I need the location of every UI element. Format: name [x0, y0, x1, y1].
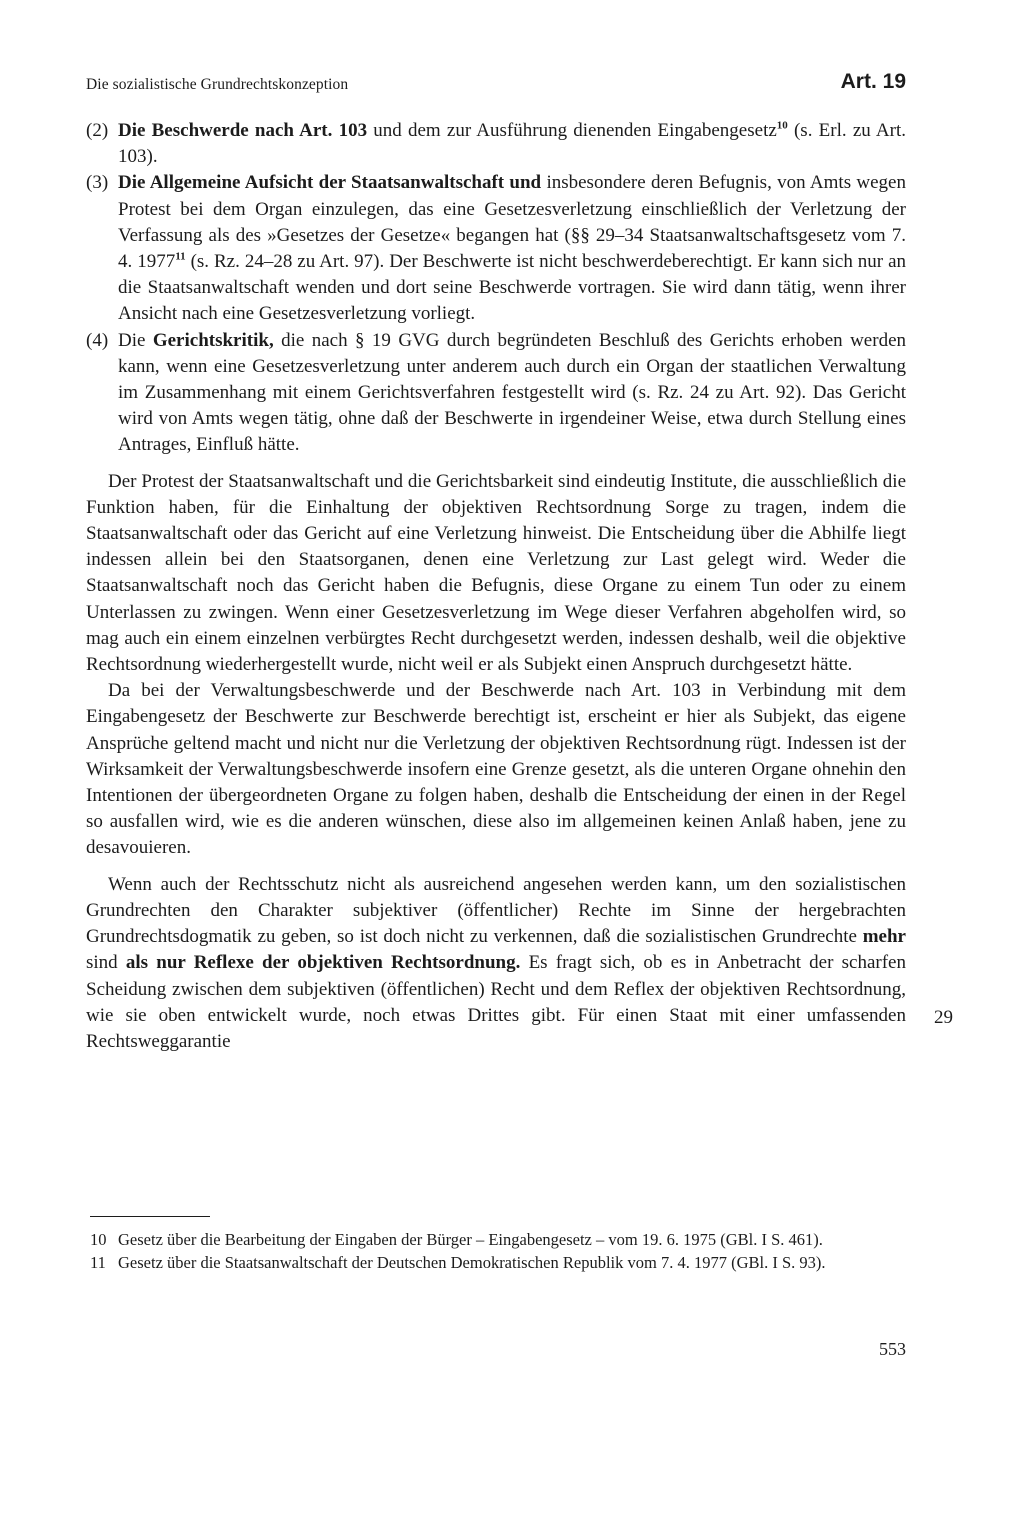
paragraph-text-part: sind: [86, 952, 126, 974]
footnote-text: Gesetz über die Staatsanwaltschaft der Deutschen Demokratischen Republik vom 7. 4. 1977 (GBl. I S. 93).: [118, 1252, 826, 1272]
item-text-part: (s. Erl. zu Art. 103).: [118, 120, 906, 168]
article-label: Art. 19: [840, 70, 906, 93]
footnotes: [90, 1229, 906, 1274]
emphasis-text: Gerichtskritik,: [152, 329, 274, 351]
list-item-number: (3): [86, 172, 109, 194]
list-item-3: [86, 170, 906, 327]
list-item-text: [118, 170, 906, 327]
paragraph-text-part: Wenn auch der Rechtsschutz nicht als ausreichend angesehen werden kann, um den sozialistischen Grundrechten den Charakter subjektiver (öffentlicher) Rechte im Sinne der hergebrachten Grundrechtsdogmatik zu geben, so ist doch nicht zu verkennen, daß die sozialistischen Grundrechte: [86, 873, 906, 948]
item-text-part: die nach § 19 GVG durch begründeten Beschluß des Gerichts erhoben werden kann, wenn eine Gesetzesverletzung unter anderem auch durch ein Organ der staatlichen Verwaltung im Zusammenhang mit einem Gerichtsverfahren festgestellt wird (s. Rz. 24 zu Art. 92). Das Gericht wird von Amts wegen tätig, ohne daß der Beschwerte in irgendeiner Weise, etwa durch Stellung eines Antrages, Einfluß hätte.: [118, 329, 906, 456]
footnote-number: 10: [90, 1230, 107, 1249]
paragraph-text-part: Es fragt sich, ob es in Anbetracht der scharfen Scheidung zwischen dem subjektiven (öffentlichen) Recht und dem Reflex der objektiven Rechtsordnung, wie sie oben entwickelt wurde, noch etwas Drittes gibt. Für einen Staat mit einer umfassenden Rechtsweggarantie: [86, 952, 906, 1052]
list-item-4: [86, 328, 906, 459]
emphasis-text: Die Beschwerde nach Art. 103: [118, 120, 368, 141]
item-text-part: insbesondere deren Befugnis, von Amts wegen Protest bei dem Organ einzulegen, das eine Gesetzesverletzung einschließlich der Verletzung der Verfassung als des »Gesetzes der Gesetze« begangen hat (§§ 29–34 Staatsanwaltschaftsgesetz vom 7. 4. 1977: [118, 172, 906, 273]
running-header: Die sozialistische Grundrechtskonzeption: [86, 76, 349, 93]
list-item-text: [118, 118, 906, 170]
footnote-ref-11: 11: [175, 250, 186, 263]
paragraph: Da bei der Verwaltungsbeschwerde und der Beschwerde nach Art. 103 in Verbindung mit dem Eingabengesetz der Beschwerte zur Beschwerde berechtigt ist, erscheint er hier als Subjekt, das eigene Ansprüche geltend macht und nicht nur die Verletzung der objektiven Rechtsordnung rügt. Indessen ist der Wirksamkeit der Verwaltungsbeschwerde insofern eine Grenze gesetzt, als die unteren Organe ohnehin den Intentionen der übergeordneten Organe zu folgen haben, deshalb die Entscheidung der einen in der Regel so ausfallen wird, wie es die anderen wünschen, diese also im allgemeinen keinen Anlaß haben, jene zu desavouieren.: [86, 680, 906, 859]
paragraph: [86, 872, 906, 1055]
list-item-number: (4): [86, 329, 109, 351]
item-text-part: und dem zur Ausführung dienenden Eingabengesetz: [367, 120, 777, 141]
margin-number: 29: [934, 1007, 953, 1028]
footnote-text: Gesetz über die Bearbeitung der Eingaben der Bürger – Eingabengesetz – vom 19. 6. 1975 (GBl. I S. 461).: [118, 1230, 823, 1249]
footnote-11: [90, 1252, 906, 1275]
list-item-number: (2): [86, 120, 109, 141]
list-item-2: [86, 118, 906, 170]
item-text-part: (s. Rz. 24–28 zu Art. 97). Der Beschwerte ist nicht beschwerdeberechtigt. Er kann sich nur an die Staatsanwaltschaft wenden und dort seine Beschwerde vortragen. Sie wird dann tätig, wenn ihrer Ansicht nach eine Gesetzesverletzung vorliegt.: [118, 251, 906, 325]
footnote-divider: [90, 1216, 210, 1217]
item-text-part: Die: [118, 329, 153, 351]
footnote-10: [90, 1229, 906, 1252]
footnote-ref-10: 10: [776, 119, 788, 132]
emphasis-text: mehr: [862, 926, 906, 948]
emphasis-text: Die Allgemeine Aufsicht der Staatsanwaltschaft und: [118, 172, 542, 194]
footnote-number: 11: [90, 1252, 106, 1272]
paragraph: Der Protest der Staatsanwaltschaft und die Gerichtsbarkeit sind eindeutig Institute, die ausschließlich die Funktion haben, für die Einhaltung der objektiven Rechtsordnung Sorge zu tragen, indem die Staatsanwaltschaft oder das Gericht auf eine Verletzung hinweist. Die Entscheidung über die Abhilfe liegt indessen allein bei den Staatsorganen, denen eine Verletzung zur Last gelegt wird. Weder die Staatsanwaltschaft noch das Gericht haben die Befugnis, diese Organe zu einem Tun oder zu einem Unterlassen zu zwingen. Wenn einer Gesetzesverletzung im Wege dieser Verfahren abgeholfen wird, so mag auch ein einem einzelnen verbürgtes Recht durchgesetzt werden, indessen deshalb, weil die objektive Rechtsordnung wiederhergestellt wurde, nicht weil er als Subjekt einen Anspruch durchgesetzt hätte.: [86, 470, 906, 676]
list-item-text: [118, 328, 906, 459]
emphasis-text: als nur Reflexe der objektiven Rechtsordnung.: [125, 952, 521, 974]
page-number: 553: [879, 1339, 906, 1359]
main-text: [86, 118, 906, 1055]
